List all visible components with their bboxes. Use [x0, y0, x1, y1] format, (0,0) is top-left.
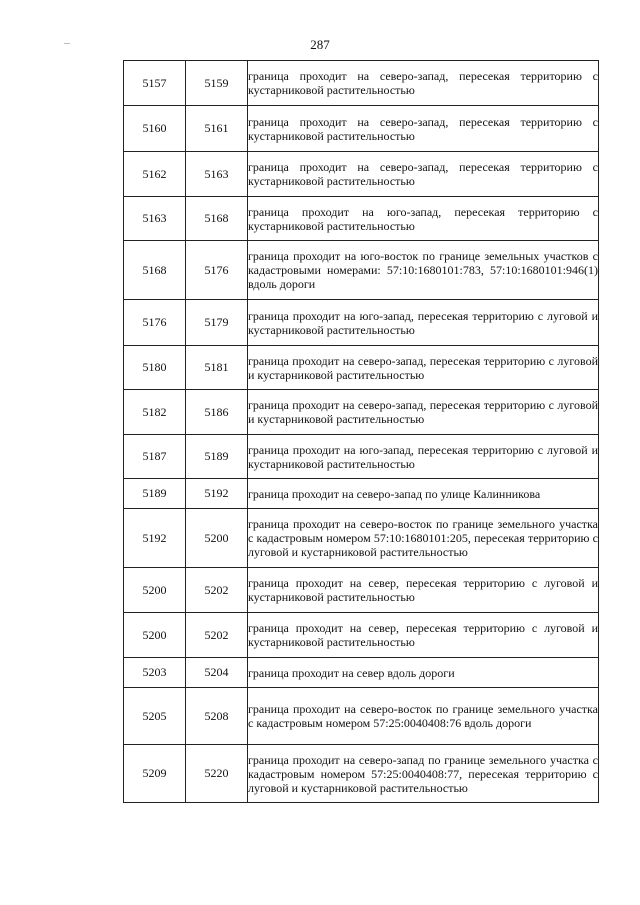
description-cell	[248, 152, 599, 197]
from-point-cell: 5200	[124, 613, 186, 658]
to-point-cell: 5181	[186, 346, 248, 390]
from-point-cell: 5180	[124, 346, 186, 390]
from-point-cell: 5157	[124, 61, 186, 106]
to-point-cell: 5186	[186, 390, 248, 435]
description-text: граница проходит на северо-запад по границе земельного участка с кадастровым номером 57:25:0040408:77, пересекая территорию с луговой и кустарниковой растительностью	[248, 752, 598, 795]
table-row	[124, 658, 599, 688]
description-text: граница проходит на северо-запад, пересекая территорию с кустарниковой растительностью	[248, 69, 598, 97]
description-text: граница проходит на север, пересекая территорию с луговой и кустарниковой растительностью	[248, 621, 598, 649]
description-text: граница проходит на северо-восток по границе земельного участка с кадастровым номером 57:10:1680101:205, пересекая территорию с луговой и кустарниковой растительностью	[248, 517, 598, 559]
table-row	[124, 435, 599, 479]
to-point-cell: 5202	[186, 613, 248, 658]
from-point-cell: 5200	[124, 568, 186, 613]
to-point-cell: 5208	[186, 688, 248, 745]
from-point-cell: 5160	[124, 106, 186, 152]
table-row	[124, 688, 599, 745]
description-text: граница проходит на юго-запад, пересекая территорию с луговой и кустарниковой растительностью	[248, 442, 598, 471]
from-point-cell: 5182	[124, 390, 186, 435]
table-row	[124, 241, 599, 300]
description-cell	[248, 61, 599, 106]
from-point-cell: 5187	[124, 435, 186, 479]
from-point-cell: 5162	[124, 152, 186, 197]
from-point-cell: 5203	[124, 658, 186, 688]
table-row	[124, 568, 599, 613]
description-cell	[248, 106, 599, 152]
description-cell	[248, 568, 599, 613]
description-text: граница проходит на северо-запад по улице Калинникова	[248, 486, 541, 501]
description-cell	[248, 241, 599, 300]
to-point-cell: 5189	[186, 435, 248, 479]
table-row	[124, 106, 599, 152]
table-row	[124, 197, 599, 241]
from-point-cell: 5163	[124, 197, 186, 241]
to-point-cell: 5202	[186, 568, 248, 613]
description-cell	[248, 479, 599, 509]
from-point-cell: 5209	[124, 745, 186, 803]
to-point-cell: 5192	[186, 479, 248, 509]
to-point-cell: 5161	[186, 106, 248, 152]
description-cell	[248, 688, 599, 745]
description-cell	[248, 745, 599, 803]
description-cell	[248, 509, 599, 568]
description-text: граница проходит на север, пересекая территорию с луговой и кустарниковой растительностью	[248, 576, 598, 604]
table-row	[124, 745, 599, 803]
page-number: 287	[310, 37, 330, 52]
to-point-cell: 5220	[186, 745, 248, 803]
description-text: граница проходит на северо-восток по границе земельного участка с кадастровым номером 57:25:0040408:76 вдоль дороги	[248, 702, 598, 730]
to-point-cell: 5200	[186, 509, 248, 568]
from-point-cell: 5189	[124, 479, 186, 509]
description-text: граница проходит на юго-запад, пересекая территорию с луговой и кустарниковой растительностью	[248, 308, 598, 337]
boundary-table-body	[124, 61, 599, 803]
description-cell	[248, 300, 599, 346]
description-text: граница проходит на юго-восток по границе земельных участков с кадастровыми номерами: 57:10:1680101:783, 57:10:1680101:946(1) вдоль дороги	[248, 249, 598, 291]
to-point-cell: 5168	[186, 197, 248, 241]
boundary-table	[123, 60, 599, 803]
to-point-cell: 5204	[186, 658, 248, 688]
from-point-cell: 5168	[124, 241, 186, 300]
to-point-cell: 5176	[186, 241, 248, 300]
to-point-cell: 5159	[186, 61, 248, 106]
table-row	[124, 479, 599, 509]
table-row	[124, 61, 599, 106]
from-point-cell: 5205	[124, 688, 186, 745]
table-row	[124, 509, 599, 568]
description-cell	[248, 346, 599, 390]
from-point-cell: 5192	[124, 509, 186, 568]
description-text: граница проходит на северо-запад, пересекая территорию с кустарниковой растительностью	[248, 114, 598, 143]
description-text: граница проходит на северо-запад, пересекая территорию с луговой и кустарниковой растительностью	[248, 353, 598, 382]
to-point-cell: 5163	[186, 152, 248, 197]
description-cell	[248, 658, 599, 688]
description-text: граница проходит на юго-запад, пересекая территорию с кустарниковой растительностью	[248, 204, 598, 233]
table-row	[124, 613, 599, 658]
description-cell	[248, 613, 599, 658]
scan-mark	[64, 43, 70, 44]
description-cell	[248, 197, 599, 241]
table-row	[124, 390, 599, 435]
to-point-cell: 5179	[186, 300, 248, 346]
description-text: граница проходит на северо-запад, пересекая территорию с кустарниковой растительностью	[248, 160, 598, 188]
description-cell	[248, 390, 599, 435]
table-row	[124, 152, 599, 197]
description-text: граница проходит на северо-запад, пересекая территорию с луговой и кустарниковой растительностью	[248, 398, 598, 426]
description-text: граница проходит на север вдоль дороги	[248, 665, 455, 680]
description-cell	[248, 435, 599, 479]
table-row	[124, 300, 599, 346]
from-point-cell: 5176	[124, 300, 186, 346]
table-row	[124, 346, 599, 390]
